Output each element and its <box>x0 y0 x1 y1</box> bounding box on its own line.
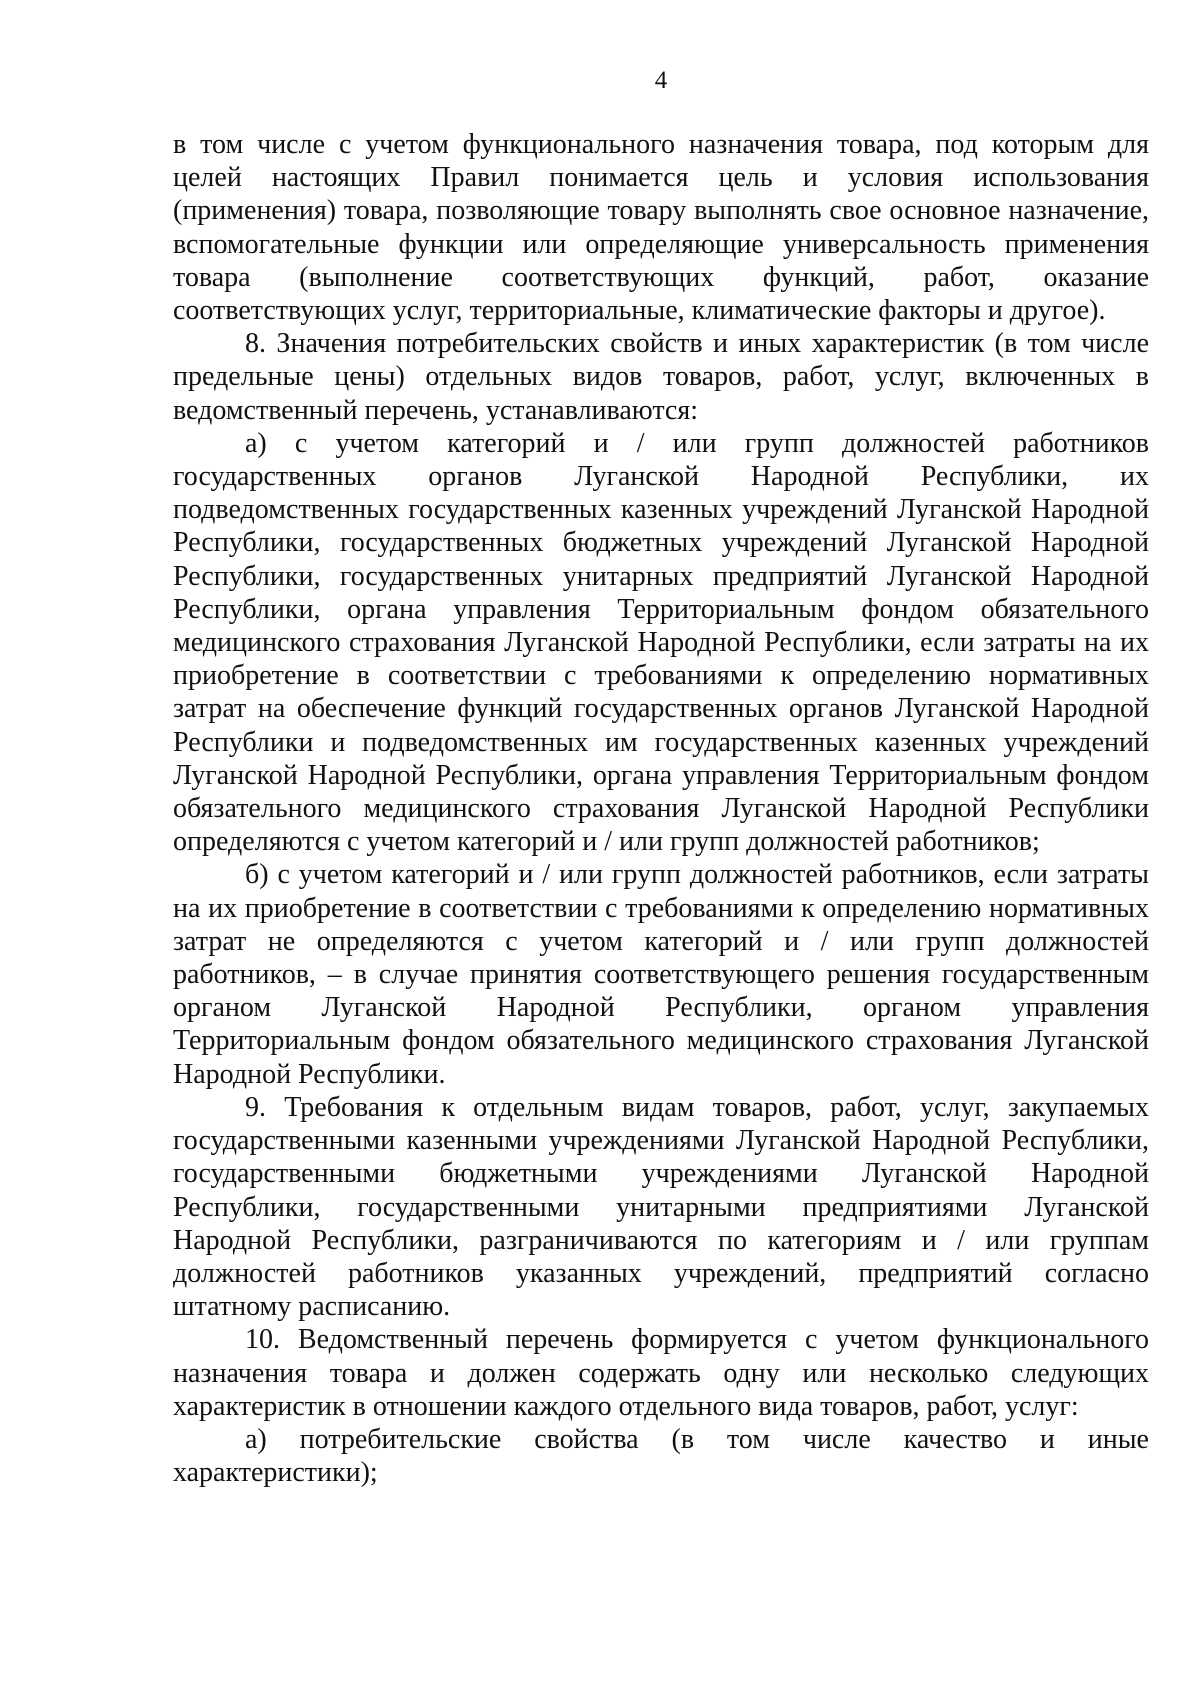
paragraph-clause-8: 8. Значения потребительских свойств и иных характеристик (в том числе предельные цены) отдельных видов товаров, работ, услуг, включенных в ведомственный перечень, устанавливаются: <box>173 328 1149 426</box>
paragraph-clause-8-b: б) с учетом категорий и / или групп должностей работников, если затраты на их приобретение в соответствии с требованиями к определению нормативных затрат не определяются с учетом категорий и / или групп должностей работников, – в случае принятия соответствующего решения государственным органом Луганской Народной Республики, органом управления Территориальным фондом обязательного медицинского страхования Луганской Народной Республики. <box>173 859 1149 1090</box>
paragraph-clause-8-a: а) с учетом категорий и / или групп должностей работников государственных органов Луганской Народной Республики, их подведомственных государственных казенных учреждений Луганской Народной Республики, государственных бюджетных учреждений Луганской Народной Республики, государственных унитарных предприятий Луганской Народной Республики, органа управления Территориальным фондом обязательного медицинского страхования Луганской Народной Республики, если затраты на их приобретение в соответствии с требованиями к определению нормативных затрат на обеспечение функций государственных органов Луганской Народной Республики и подведомственных им государственных казенных учреждений Луганской Народной Республики, органа управления Территориальным фондом обязательного медицинского страхования Луганской Народной Республики определяются с учетом категорий и / или групп должностей работников; <box>173 427 1149 858</box>
paragraph-clause-10: 10. Ведомственный перечень формируется с учетом функционального назначения товара и должен содержать одну или несколько следующих характеристик в отношении каждого отдельного вида товаров, работ, услуг: <box>173 1324 1149 1422</box>
paragraph-clause-10-a: а) потребительские свойства (в том числе качество и иные характеристики); <box>173 1423 1149 1489</box>
paragraph-intro-continuation: в том числе с учетом функционального назначения товара, под которым для целей настоящих Правил понимается цель и условия использования (применения) товара, позволяющие товару выполнять свое основное назначение, вспомогательные функции или определяющие универсальность применения товара (выполнение соответствующих функций, работ, оказание соответствующих услуг, территориальные, климатические факторы и другое). <box>173 129 1149 327</box>
paragraph-clause-9: 9. Требования к отдельным видам товаров, работ, услуг, закупаемых государственными казенными учреждениями Луганской Народной Республики, государственными бюджетными учреждениями Луганской Народной Республики, государственными унитарными предприятиями Луганской Народной Республики, разграничиваются по категориям и / или группам должностей работников указанных учреждений, предприятий согласно штатному расписанию. <box>173 1091 1149 1323</box>
document-body <box>173 128 1149 1489</box>
page-number: 4 <box>654 67 668 94</box>
